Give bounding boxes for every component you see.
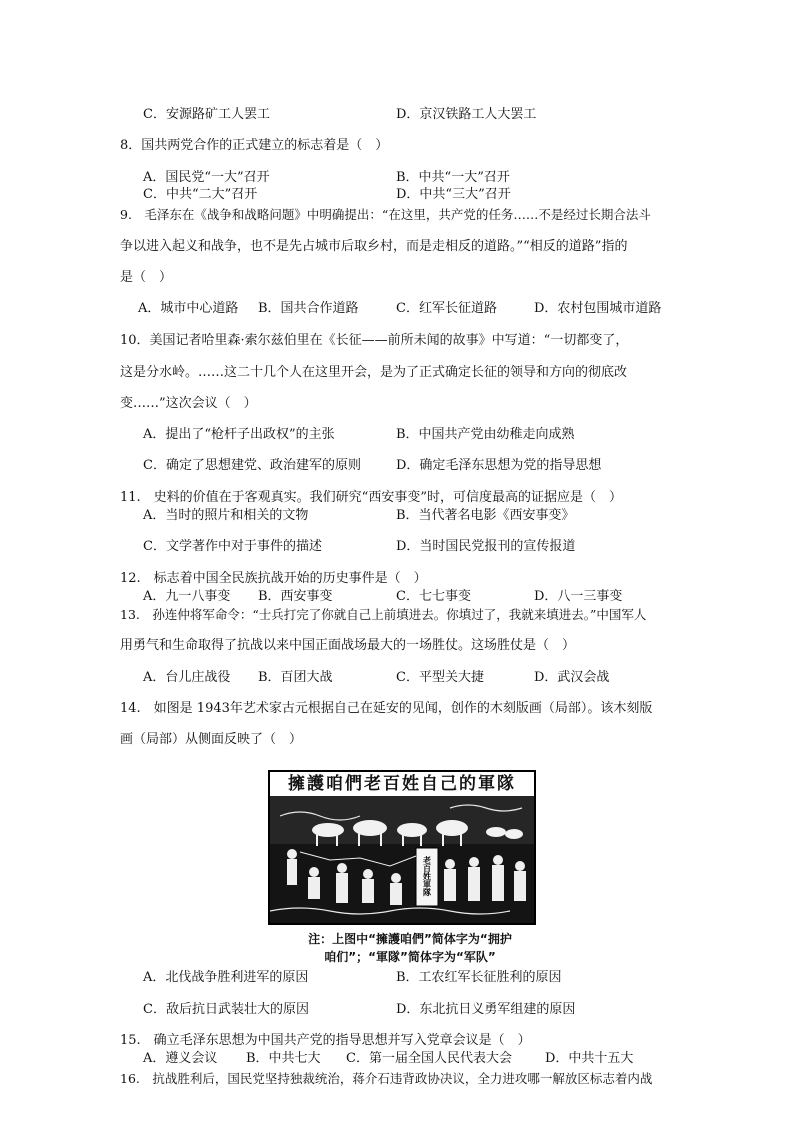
q15-option-d: D．中共十五大 (545, 1051, 634, 1066)
q7-option-c: C．安源路矿工人罢工 (143, 107, 270, 122)
q15-stem: 15. 确立毛泽东思想为中国共产党的指导思想并写入党章会议是（ ） (120, 1033, 531, 1048)
q13-stem-line2: 用勇气和生命取得了抗战以来中国正面战场最大的一场胜仗。这场胜仗是（ ） (120, 638, 576, 653)
q16-stem-line1: 16. 抗战胜利后，国民党坚持独裁统治，蒋介石违背政协决议，全力进攻哪一解放区标志着内战 (120, 1071, 653, 1086)
woodcut-illustration (270, 796, 534, 923)
woodcut-print (268, 770, 536, 925)
q9-option-d: D．农村包围城市道路 (534, 301, 662, 316)
q9-option-a: A．城市中心道路 (138, 301, 239, 316)
q10-stem-line2: 这是分水岭。……这二十几个人在这里开会，是为了正式确定长征的领导和方向的彻底改 (120, 365, 628, 380)
q11-stem: 11. 史料的价值在于客观真实。我们研究“西安事变”时，可信度最高的证据应是（ ） (120, 490, 622, 505)
q13-option-b: B．百团大战 (258, 670, 333, 685)
q10-option-a: A．提出了“枪杆子出政权”的主张 (143, 427, 335, 442)
woodcut-title: 擁護咱們老百姓自己的軍隊 (270, 772, 534, 798)
q8-option-a: A．国民党“一大”召开 (143, 170, 270, 185)
q11-option-d: D．当时国民党报刊的宣传报道 (396, 539, 576, 554)
q10-option-b: B．中国共产党由幼稚走向成熟 (396, 427, 575, 442)
woodcut-caption-line2: 咱们”；“軍隊”简体字为“军队” (324, 950, 496, 964)
woodcut-caption-line1: 注：上图中“擁護咱們”简体字为“拥护 (308, 932, 512, 946)
q13-option-a: A．台儿庄战役 (143, 670, 231, 685)
q14-option-c: C．敌后抗日武装壮大的原因 (143, 1002, 309, 1017)
q9-option-c: C．红军长征道路 (396, 301, 497, 316)
q13-option-c: C．平型关大捷 (396, 670, 484, 685)
q14-stem-line1: 14. 如图是 1943年艺术家古元根据自己在延安的见闻，创作的木刻版画（局部）。该木刻版 (120, 701, 653, 716)
q10-stem-line3: 变……”这次会议（ ） (120, 396, 257, 411)
q15-option-c: C．第一届全国人民代表大会 (346, 1051, 512, 1066)
banner-text: 老百姓軍隊 (422, 856, 432, 896)
q9-stem-line1: 9. 毛泽东在《战争和战略问题》中明确提出：“在这里，共产党的任务……不是经过长期合法斗 (120, 207, 651, 222)
q14-option-b: B．工农红军长征胜利的原因 (396, 970, 562, 985)
q10-option-c: C．确定了思想建党、政治建军的原则 (143, 458, 361, 473)
q15-option-b: B．中共七大 (246, 1051, 321, 1066)
q12-option-c: C．七七事变 (396, 589, 471, 604)
q12-option-d: D．八一三事变 (534, 589, 623, 604)
q11-option-c: C．文学著作中对于事件的描述 (143, 539, 322, 554)
q9-stem-line2: 争以进入起义和战争，也不是先占城市后取乡村，而是走相反的道路。”“相反的道路”指的 (120, 239, 628, 254)
q11-option-b: B．当代著名电影《西安事变》 (396, 508, 575, 523)
q14-option-d: D．东北抗日义勇军组建的原因 (396, 1002, 576, 1017)
q7-option-d: D．京汉铁路工人大罢工 (396, 107, 537, 122)
q11-option-a: A．当时的照片和相关的文物 (143, 508, 309, 523)
q14-stem-line2: 画（局部）从侧面反映了（ ） (120, 732, 303, 747)
q13-option-d: D．武汉会战 (534, 670, 610, 685)
q9-option-b: B．国共合作道路 (258, 301, 359, 316)
q8-stem: 8．国共两党合作的正式建立的标志着是（ ） (120, 138, 389, 153)
q8-option-b: B．中共“一大”召开 (396, 170, 510, 185)
q14-option-a: A．北伐战争胜利进军的原因 (143, 970, 309, 985)
q10-stem-line1: 10．美国记者哈里森·索尔兹伯里在《长征——前所未闻的故事》中写道：“一切都变了， (120, 333, 629, 348)
q12-option-a: A．九一八事变 (143, 589, 231, 604)
q15-option-a: A．遵义会议 (143, 1051, 218, 1066)
q12-stem: 12. 标志着中国全民族抗战开始的历史事件是（ ） (120, 571, 427, 586)
q13-stem-line1: 13. 孙连仲将军命令：“士兵打完了你就自己上前填进去。你填过了，我就来填进去。”中国军人 (120, 607, 647, 622)
q10-option-d: D．确定毛泽东思想为党的指导思想 (396, 458, 602, 473)
q8-option-c: C．中共“二大”召开 (143, 187, 258, 202)
q8-option-d: D．中共“三大”召开 (396, 187, 511, 202)
q9-stem-line3: 是（ ） (120, 270, 173, 285)
q12-option-b: B．西安事变 (258, 589, 333, 604)
